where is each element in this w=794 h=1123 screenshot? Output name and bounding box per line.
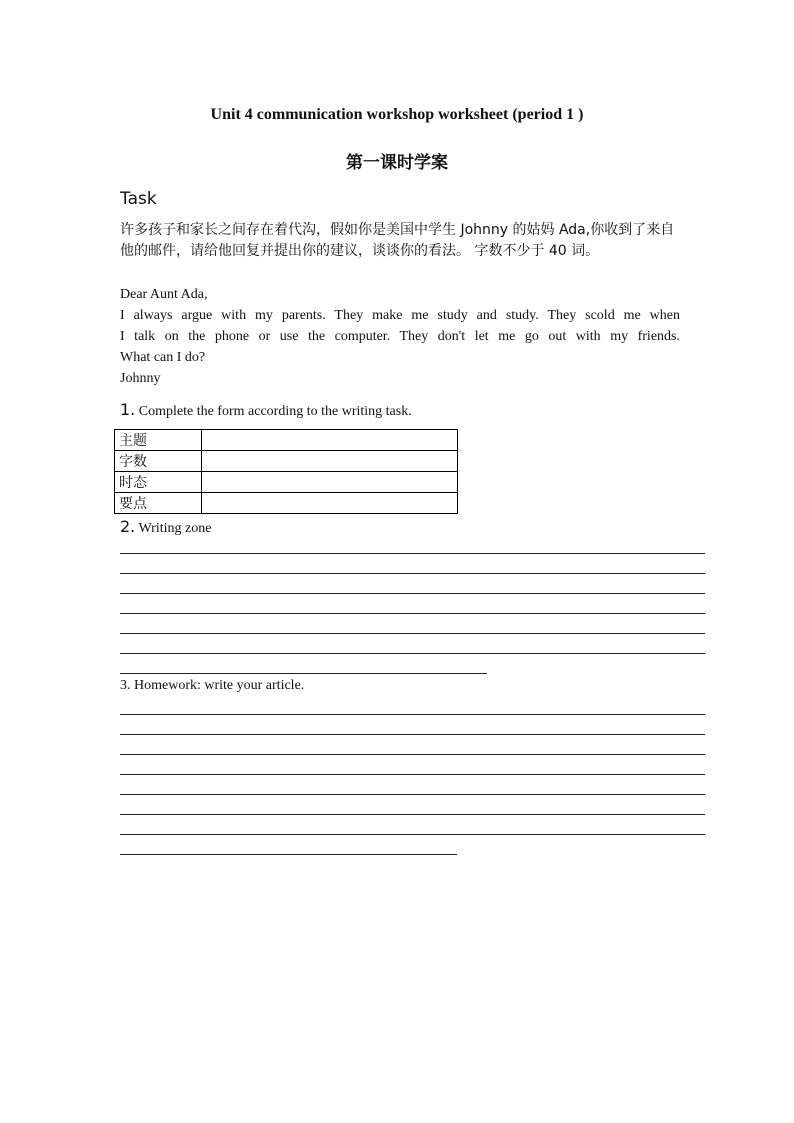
letter [120,284,680,389]
form-label: 字数 [115,451,202,472]
task-form-table [114,429,458,514]
writing-line[interactable] [120,653,705,654]
section-1-heading [120,400,412,420]
section-2-heading [120,517,211,537]
table-row [115,430,458,451]
homework-line[interactable] [120,854,457,855]
writing-line[interactable] [120,673,487,674]
homework-line[interactable] [120,774,705,775]
table-row [115,472,458,493]
form-label: 时态 [115,472,202,493]
section-2-number: 2. [120,517,136,536]
worksheet-subtitle: 第一课时学案 [346,153,448,173]
table-row [115,451,458,472]
homework-line[interactable] [120,814,705,815]
homework-line[interactable] [120,734,705,735]
homework-line[interactable] [120,834,705,835]
form-label: 主题 [115,430,202,451]
form-value-cell[interactable] [202,430,458,451]
task-heading: Task [120,189,157,209]
writing-line[interactable] [120,633,705,634]
form-label: 要点 [115,493,202,514]
section-1-text: Complete the form according to the writing task. [138,404,412,419]
writing-line[interactable] [120,573,705,574]
writing-line[interactable] [120,593,705,594]
letter-line: I talk on the phone or use the computer. They don't let me go out with my friends. [120,329,680,344]
section-3-text: 3. Homework: write your article. [120,678,305,693]
homework-line[interactable] [120,794,705,795]
letter-line: I always argue with my parents. They make me study and study. They scold me when [120,308,680,323]
writing-line[interactable] [120,553,705,554]
form-value-cell[interactable] [202,451,458,472]
section-1-number: 1. [120,400,136,419]
worksheet-title: Unit 4 communication workshop worksheet (period 1 ) [210,106,584,123]
form-value-cell[interactable] [202,493,458,514]
homework-line[interactable] [120,714,705,715]
form-value-cell[interactable] [202,472,458,493]
letter-line: What can I do? [120,350,206,365]
homework-line[interactable] [120,754,705,755]
letter-signature: Johnny [120,371,161,386]
section-2-text: Writing zone [138,521,212,536]
letter-greeting: Dear Aunt Ada, [120,287,208,302]
section-3-heading [120,678,304,694]
writing-line[interactable] [120,613,705,614]
table-row [115,493,458,514]
task-prompt: 许多孩子和家长之间存在着代沟，假如你是美国中学生 Johnny 的姑妈 Ada,你收到了来自他的邮件，请给他回复并提出你的建议，谈谈你的看法。 字数不少于 40 词。 [120,222,675,259]
